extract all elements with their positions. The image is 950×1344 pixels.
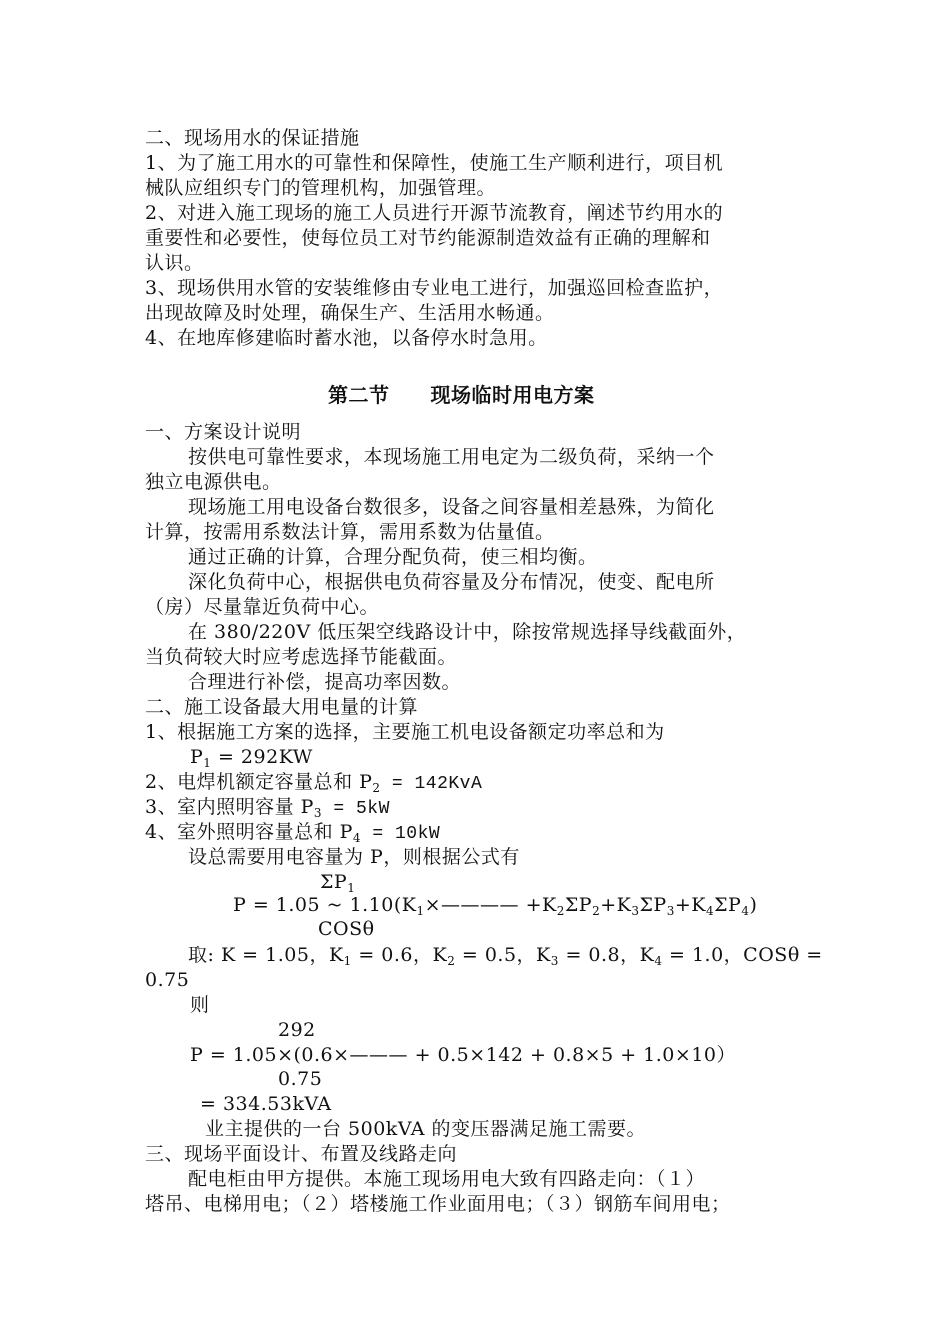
formula-main: P = 1.05 ~ $1.10(K_1\times———— +K_2\Sigma P_2+K_3\Sigma P_3+K_4\Sigma P_4)$	[233, 894, 758, 918]
water-item-1-line-2: 械队应组织专门的管理机构，加强管理。	[145, 177, 497, 199]
design-para-a-line-2: 独立电源供电。	[145, 471, 282, 493]
section-title: 第二节 现场临时用电方案	[328, 383, 595, 407]
water-item-2-line-3: 认识。	[145, 252, 204, 274]
design-para-d-line-1: 深化负荷中心，根据供电负荷容量及分布情况，使变、配电所	[188, 571, 715, 593]
design-para-c: 通过正确的计算，合理分配负荷，使三相均衡。	[188, 546, 598, 568]
coefficients-line-1: 取: K = 1.05，$K_1 = 0.6$，$K_2 = 0.5$，$K_3 = 0.8$，$K_4 = 1.0$，COSθ =	[188, 944, 823, 968]
water-heading: 二、现场用水的保证措施	[145, 127, 360, 149]
formula-numerator: $\Sigma P_1$	[320, 871, 356, 895]
design-para-b-line-1: 现场施工用电设备台数很多，设备之间容量相差悬殊，为简化	[188, 496, 715, 518]
water-item-4: 4、在地库修建临时蓄水池，以备停水时急用。	[145, 327, 548, 349]
calc-item-2: 2、电焊机额定容量总和 $P_2 = 142KvA$	[145, 771, 483, 795]
formula-denominator: COSθ	[318, 918, 375, 940]
layout-para-line-2: 塔吊、电梯用电；（２）塔楼施工作业面用电；（３）钢筋车间用电；	[145, 1193, 731, 1215]
water-item-1-line-1: 1、为了施工用水的可靠性和保障性，使施工生产顺利进行，项目机	[145, 152, 724, 174]
calc-item-4: 4、室外照明容量总和 $P_4 = 10kW$	[145, 821, 441, 845]
layout-heading: 三、现场平面设计、布置及线路走向	[145, 1143, 458, 1165]
result-numerator: 292	[278, 1019, 316, 1041]
calc-intro: 设总需要用电容量为 P，则根据公式有	[188, 846, 520, 868]
water-item-2-line-1: 2、对进入施工现场的施工人员进行开源节流教育，阐述节约用水的	[145, 202, 724, 224]
then-label: 则	[190, 994, 210, 1016]
calc-p1: $P_1 = 292KW$	[190, 746, 313, 770]
calc-item-3: 3、室内照明容量 $P_3 = 5kW$	[145, 796, 390, 820]
water-item-2-line-2: 重要性和必要性，使每位员工对节约能源制造效益有正确的理解和	[145, 227, 711, 249]
result-value: = 334.53kVA	[200, 1093, 332, 1115]
design-heading: 一、方案设计说明	[145, 421, 302, 443]
calc-item-1: 1、根据施工方案的选择，主要施工机电设备额定功率总和为	[145, 721, 665, 743]
coefficients-line-2: 0.75	[145, 969, 190, 991]
calc-heading: 二、施工设备最大用电量的计算	[145, 696, 419, 718]
design-para-e-line-1: 在 380/220V 低压架空线路设计中，除按常规选择导线截面外，	[188, 621, 747, 643]
layout-para-line-1: 配电柜由甲方提供。本施工现场用电大致有四路走向：（１）	[188, 1168, 706, 1190]
water-item-3-line-2: 出现故障及时处理，确保生产、生活用水畅通。	[145, 302, 555, 324]
design-para-e-line-2: 当负荷较大时应考虑选择节能截面。	[145, 646, 458, 668]
water-item-3-line-1: 3、现场供用水管的安装维修由专业电工进行，加强巡回检查监护，	[145, 277, 724, 299]
result-formula: P = 1.05×(0.6×——— + 0.5×142 + 0.8×5 + 1.0×10）	[190, 1044, 736, 1066]
design-para-d-line-2: （房）尽量靠近负荷中心。	[145, 596, 380, 618]
design-para-f: 合理进行补偿，提高功率因数。	[188, 671, 462, 693]
design-para-b-line-2: 计算，按需用系数法计算，需用系数为估量值。	[145, 521, 555, 543]
design-para-a-line-1: 按供电可靠性要求，本现场施工用电定为二级负荷，采纳一个	[188, 446, 715, 468]
calc-conclusion: 业主提供的一台 500kVA 的变压器满足施工需要。	[205, 1118, 647, 1140]
result-denominator: 0.75	[278, 1068, 323, 1090]
